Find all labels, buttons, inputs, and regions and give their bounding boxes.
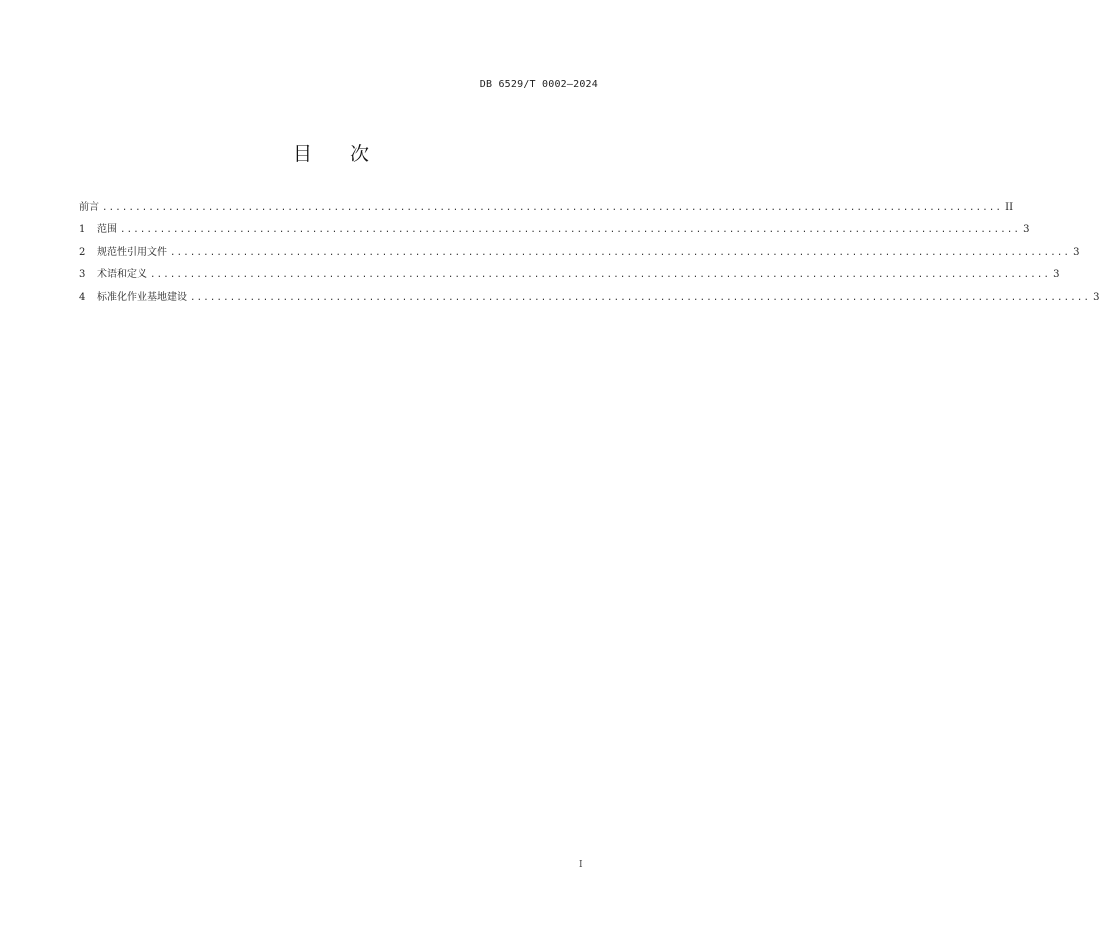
toc-entry-label: 术语和定义 [97,269,147,281]
toc-entry-scope[interactable] [79,223,1030,245]
toc-entry-number: 4 [79,291,86,303]
toc-leader-dots: ........................................................................................................................................ [102,203,1003,213]
toc-entry-base-construction[interactable] [79,291,1100,313]
toc-entry-number: 2 [79,246,86,258]
toc-leader-dots: ........................................................................................................................................ [190,292,1091,303]
toc-entry-foreword[interactable] [79,201,1014,223]
toc-leader-dots: ........................................................................................................................................ [170,247,1071,258]
toc-leader-dots: ........................................................................................................................................ [150,270,1051,281]
toc-list [79,201,1100,313]
toc-entry-page: 3 [1073,246,1080,258]
toc-entry-page: II [1005,202,1014,213]
toc-entry-page: 3 [1023,224,1030,236]
toc-title-char-2: 次 [350,143,370,165]
toc-title-char-1: 目 [292,143,312,165]
toc-entry-label: 标准化作业基地建设 [97,291,187,303]
toc-entry-label: 范围 [97,224,117,236]
toc-entry-label: 规范性引用文件 [97,246,167,258]
toc-entry-terms-definitions[interactable] [79,268,1060,290]
page-number: I [579,860,583,870]
document-code: DB 6529/T 0002—2024 [479,79,598,90]
toc-entry-normative-references[interactable] [79,246,1080,268]
toc-entry-number: 3 [79,269,86,281]
toc-entry-page: 3 [1093,291,1100,303]
toc-title [0,139,662,166]
toc-leader-dots: ........................................................................................................................................ [120,225,1021,236]
toc-entry-label: 前言 [79,202,99,213]
toc-entry-page: 3 [1053,269,1060,281]
toc-entry-number: 1 [79,224,86,236]
